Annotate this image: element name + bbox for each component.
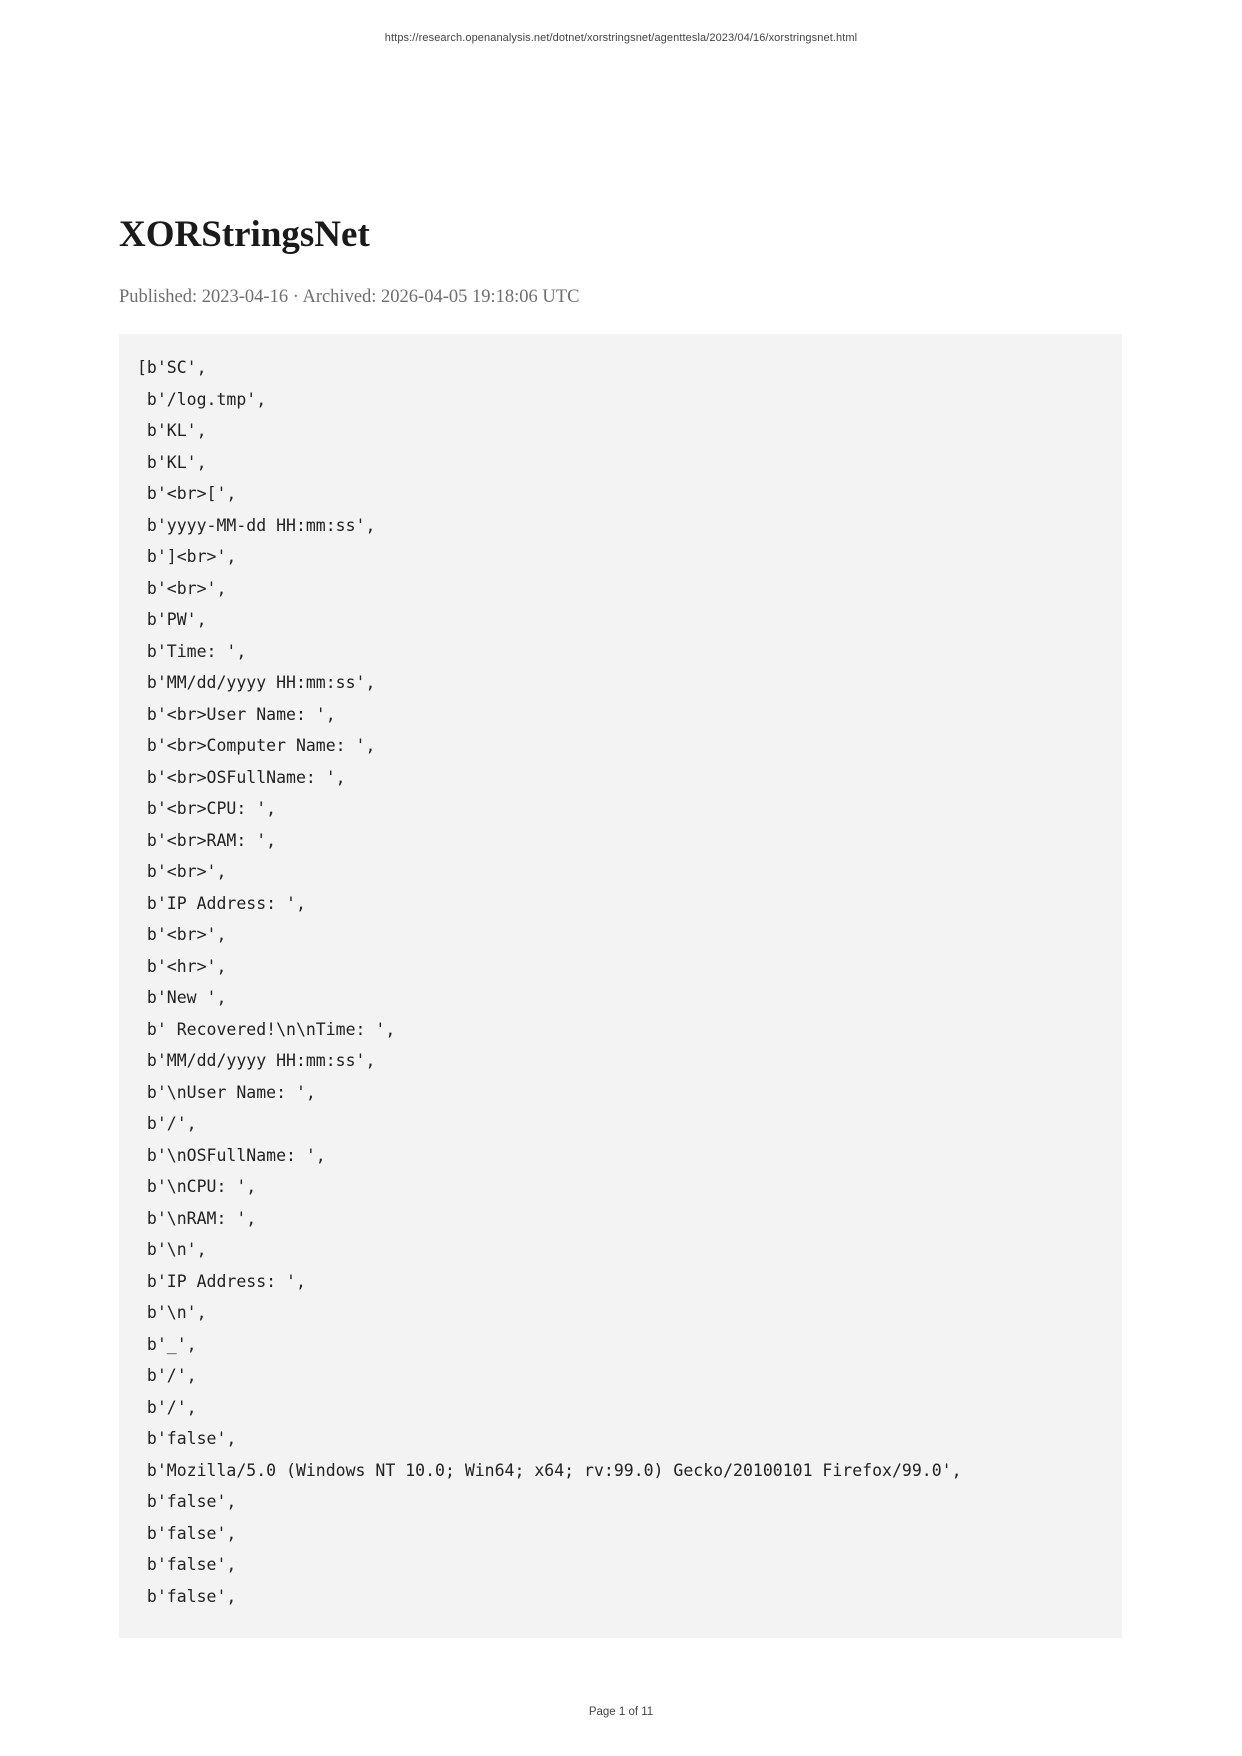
code-line: b'/',: [137, 1114, 197, 1133]
code-line: b'PW',: [137, 610, 207, 629]
code-line: b']<br>',: [137, 547, 237, 566]
code-line: b'MM/dd/yyyy HH:mm:ss',: [137, 673, 376, 692]
code-line: b'false',: [137, 1492, 237, 1511]
code-line: b'Mozilla/5.0 (Windows NT 10.0; Win64; x64; rv:99.0) Gecko/20100101 Firefox/99.0',: [137, 1460, 962, 1480]
code-line: b'MM/dd/yyyy HH:mm:ss',: [137, 1051, 376, 1070]
code-line: b'<br>Computer Name: ',: [137, 736, 376, 755]
code-line: b'/',: [137, 1366, 197, 1385]
page-url[interactable]: https://research.openanalysis.net/dotnet/xorstringsnet/agenttesla/2023/04/16/xorstringsnet.html: [384, 32, 858, 44]
code-line: b' Recovered!\n\nTime: ',: [137, 1019, 396, 1039]
code-line: b'\nUser Name: ',: [137, 1082, 316, 1102]
code-line: b'KL',: [137, 421, 207, 440]
code-line: b'<hr>',: [137, 956, 227, 976]
code-line: b'\nCPU: ',: [137, 1177, 257, 1196]
code-line: b'\n',: [137, 1303, 207, 1322]
code-line: b'yyyy-MM-dd HH:mm:ss',: [137, 515, 376, 535]
code-line: b'\n',: [137, 1240, 207, 1259]
code-block: [119, 334, 1122, 1638]
code-line: b'<br>OSFullName: ',: [137, 767, 346, 787]
code-line: b'/log.tmp',: [137, 389, 267, 409]
code-line: b'<br>',: [137, 578, 227, 598]
code-line: b'<br>',: [137, 925, 227, 944]
code-line: b'false',: [137, 1523, 237, 1543]
code-line: b'<br>',: [137, 862, 227, 881]
code-line: b'New ',: [137, 988, 227, 1007]
code-line: b'\nOSFullName: ',: [137, 1145, 326, 1165]
code-line: b'IP Address: ',: [137, 1271, 306, 1291]
code-line: b'<br>CPU: ',: [137, 799, 277, 818]
page-title: XORStringsNet: [119, 214, 370, 255]
page-number: Page 1 of 11: [588, 1706, 654, 1718]
code-line: b'false',: [137, 1429, 237, 1448]
code-lines: [137, 352, 1104, 1612]
code-line: b'_',: [137, 1334, 197, 1354]
code-line: b'false',: [137, 1586, 237, 1606]
code-line: b'/',: [137, 1397, 197, 1417]
code-line: b'KL',: [137, 452, 207, 472]
publish-meta: Published: 2023-04-16 · Archived: 2026-04-05 19:18:06 UTC: [119, 287, 580, 307]
code-line: b'<br>User Name: ',: [137, 704, 336, 724]
code-line: b'<br>[',: [137, 484, 237, 503]
code-line: b'false',: [137, 1555, 237, 1574]
code-line: b'<br>RAM: ',: [137, 830, 277, 850]
code-line: b'IP Address: ',: [137, 893, 306, 913]
code-line: b'\nRAM: ',: [137, 1208, 257, 1228]
code-line: [b'SC',: [137, 358, 207, 377]
code-line: b'Time: ',: [137, 641, 247, 661]
